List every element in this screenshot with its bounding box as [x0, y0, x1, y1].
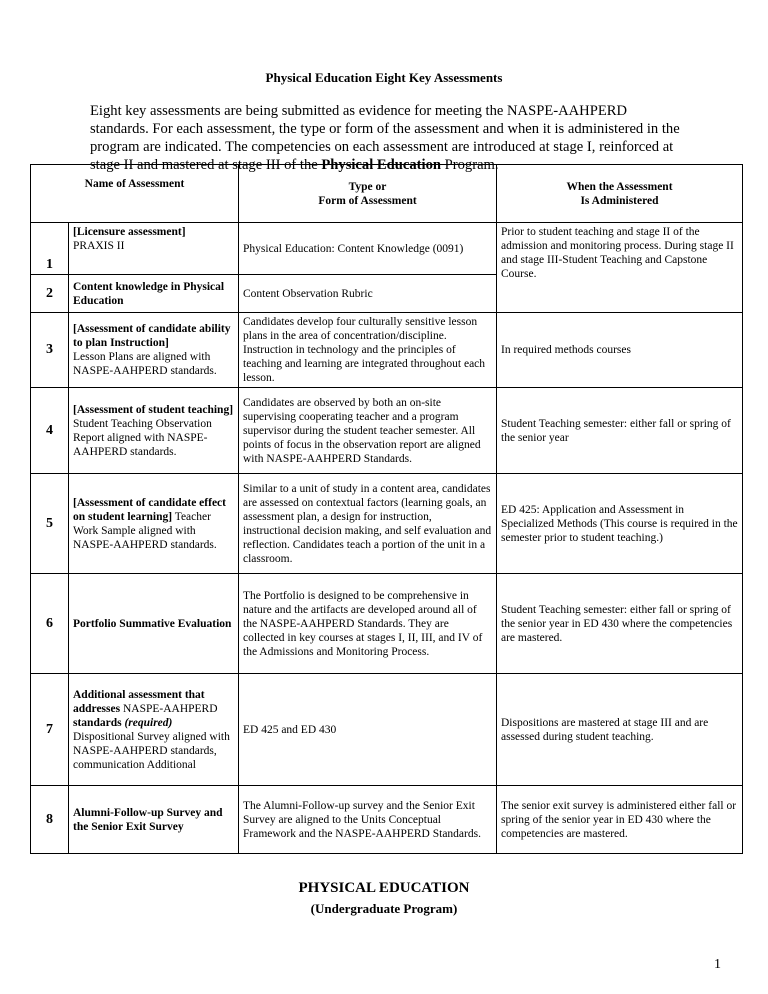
header-type-line2: Form of Assessment: [318, 194, 417, 207]
row-number: 6: [31, 574, 69, 674]
name-bold: [Assessment of student teaching]: [73, 403, 234, 416]
header-when-line1: When the Assessment: [566, 180, 673, 193]
assessment-name: [69, 313, 239, 388]
table-row: [31, 674, 743, 786]
name-bold: [Assessment of candidate effect on student learning]: [73, 496, 226, 523]
assessment-type: Candidates develop four culturally sensitive lesson plans in the area of concentration/discipline. Instruction in technology and the principles of teaching and learning are integrated throughout each lesson.: [239, 313, 497, 388]
name-bold: Content knowledge in Physical Education: [73, 280, 225, 307]
assessment-name: [69, 275, 239, 313]
table-row: [31, 223, 743, 275]
name-rest: Lesson Plans are aligned with NASPE-AAHPERD standards.: [73, 351, 217, 377]
header-type-line1: Type or: [348, 180, 387, 193]
row-number: 4: [31, 388, 69, 474]
assessment-when: Prior to student teaching and stage II of the admission and monitoring process. During stage II and stage III-Student Teaching and Capstone Course.: [497, 223, 743, 313]
assessment-type: Content Observation Rubric: [239, 275, 497, 313]
name-bold: Portfolio Summative Evaluation: [73, 617, 232, 630]
page-title: Physical Education Eight Key Assessments: [265, 70, 503, 85]
assessment-type: ED 425 and ED 430: [239, 674, 497, 786]
assessment-when: Student Teaching semester: either fall or spring of the senior year: [497, 388, 743, 474]
assessment-when: In required methods courses: [497, 313, 743, 388]
assessment-name: [69, 574, 239, 674]
table-row: [31, 786, 743, 854]
assessment-type: The Portfolio is designed to be comprehensive in nature and the artifacts are developed around all of the NASPE-AAHPERD Standards. They are collected in key courses at stages I, II, III, and IV of the Admissions and Monitoring Process.: [239, 574, 497, 674]
name-bold-2: standards: [73, 716, 122, 729]
intro-end: Program.: [440, 157, 499, 173]
assessment-type: The Alumni-Follow-up survey and the Senior Exit Survey are aligned to the Units Conceptual Framework and the NASPE-AAHPERD Standards.: [239, 786, 497, 854]
row-number: 7: [31, 674, 69, 786]
header-when: [497, 165, 743, 223]
name-bold: Alumni-Follow-up Survey and the Senior Exit Survey: [73, 806, 223, 833]
assessment-when: ED 425: Application and Assessment in Specialized Methods (This course is required in the semester prior to student teaching.): [497, 474, 743, 574]
name-rest: PRAXIS II: [73, 240, 125, 252]
row-number: 1: [31, 223, 69, 275]
assessment-when: The senior exit survey is administered either fall or spring of the senior year in ED 430 where the competencies are mastered.: [497, 786, 743, 854]
header-type: [239, 165, 497, 223]
assessment-type: Similar to a unit of study in a content area, candidates are assessed on contextual factors (learning goals, an assessment plan, a design for instruction, instructional decision making, and self evaluation and reflection. Candidates teach a portion of the unit in a classroom.: [239, 474, 497, 574]
footer-heading: PHYSICAL EDUCATION: [298, 880, 470, 896]
assessment-name: [69, 786, 239, 854]
row-number: 8: [31, 786, 69, 854]
header-name: Name of Assessment: [31, 165, 239, 223]
intro-text: Eight key assessments are being submitted as evidence for meeting the NASPE-AAHPERD standards. For each assessment, the type or form of the assessment and when it is administered in the program are indicated. The competencies on each assessment are introduced at stage I, reinforced at stage II and mastered at stage III of the: [90, 103, 680, 173]
intro-bold: Physical Education: [321, 157, 441, 173]
table-header-row: [31, 165, 743, 223]
footer-subheading: (Undergraduate Program): [310, 901, 458, 916]
assessment-name: [69, 223, 239, 275]
assessment-table: [30, 164, 743, 854]
row-number: 5: [31, 474, 69, 574]
name-bold: [Licensure assessment]: [73, 226, 186, 238]
row-number: 3: [31, 313, 69, 388]
assessment-type: Physical Education: Content Knowledge (0091): [239, 223, 497, 275]
name-rest: Teacher Work Sample aligned with NASPE-AAHPERD standards.: [73, 510, 217, 551]
assessment-when: Dispositions are mastered at stage III and are assessed during student teaching.: [497, 674, 743, 786]
name-rest: NASPE-AAHPERD: [122, 702, 218, 715]
assessment-name: [69, 474, 239, 574]
table-row: [31, 574, 743, 674]
name-italic: (required): [124, 716, 173, 729]
assessment-when: Student Teaching semester: either fall or spring of the senior year in ED 430 where the competencies are mastered.: [497, 574, 743, 674]
table-row: [31, 388, 743, 474]
row-number: 2: [31, 275, 69, 313]
assessment-name: [69, 674, 239, 786]
name-rest: Student Teaching Observation Report aligned with NASPE-AAHPERD standards.: [73, 417, 212, 458]
name-rest-2: Dispositional Survey aligned with NASPE-AAHPERD standards, communication Additional: [73, 730, 230, 771]
name-bold: [Assessment of candidate ability to plan Instruction]: [73, 323, 231, 349]
assessment-name: [69, 388, 239, 474]
table-row: [31, 313, 743, 388]
name-bold: Additional assessment that addresses: [73, 688, 205, 715]
page-number: 1: [714, 957, 721, 972]
header-when-line2: Is Administered: [580, 194, 659, 207]
assessment-type: Candidates are observed by both an on-site supervising cooperating teacher and a program supervisor during the student teacher semester. All points of focus in the observation report are aligned with NASPE-AAHPERD Standards.: [239, 388, 497, 474]
table-row: [31, 474, 743, 574]
